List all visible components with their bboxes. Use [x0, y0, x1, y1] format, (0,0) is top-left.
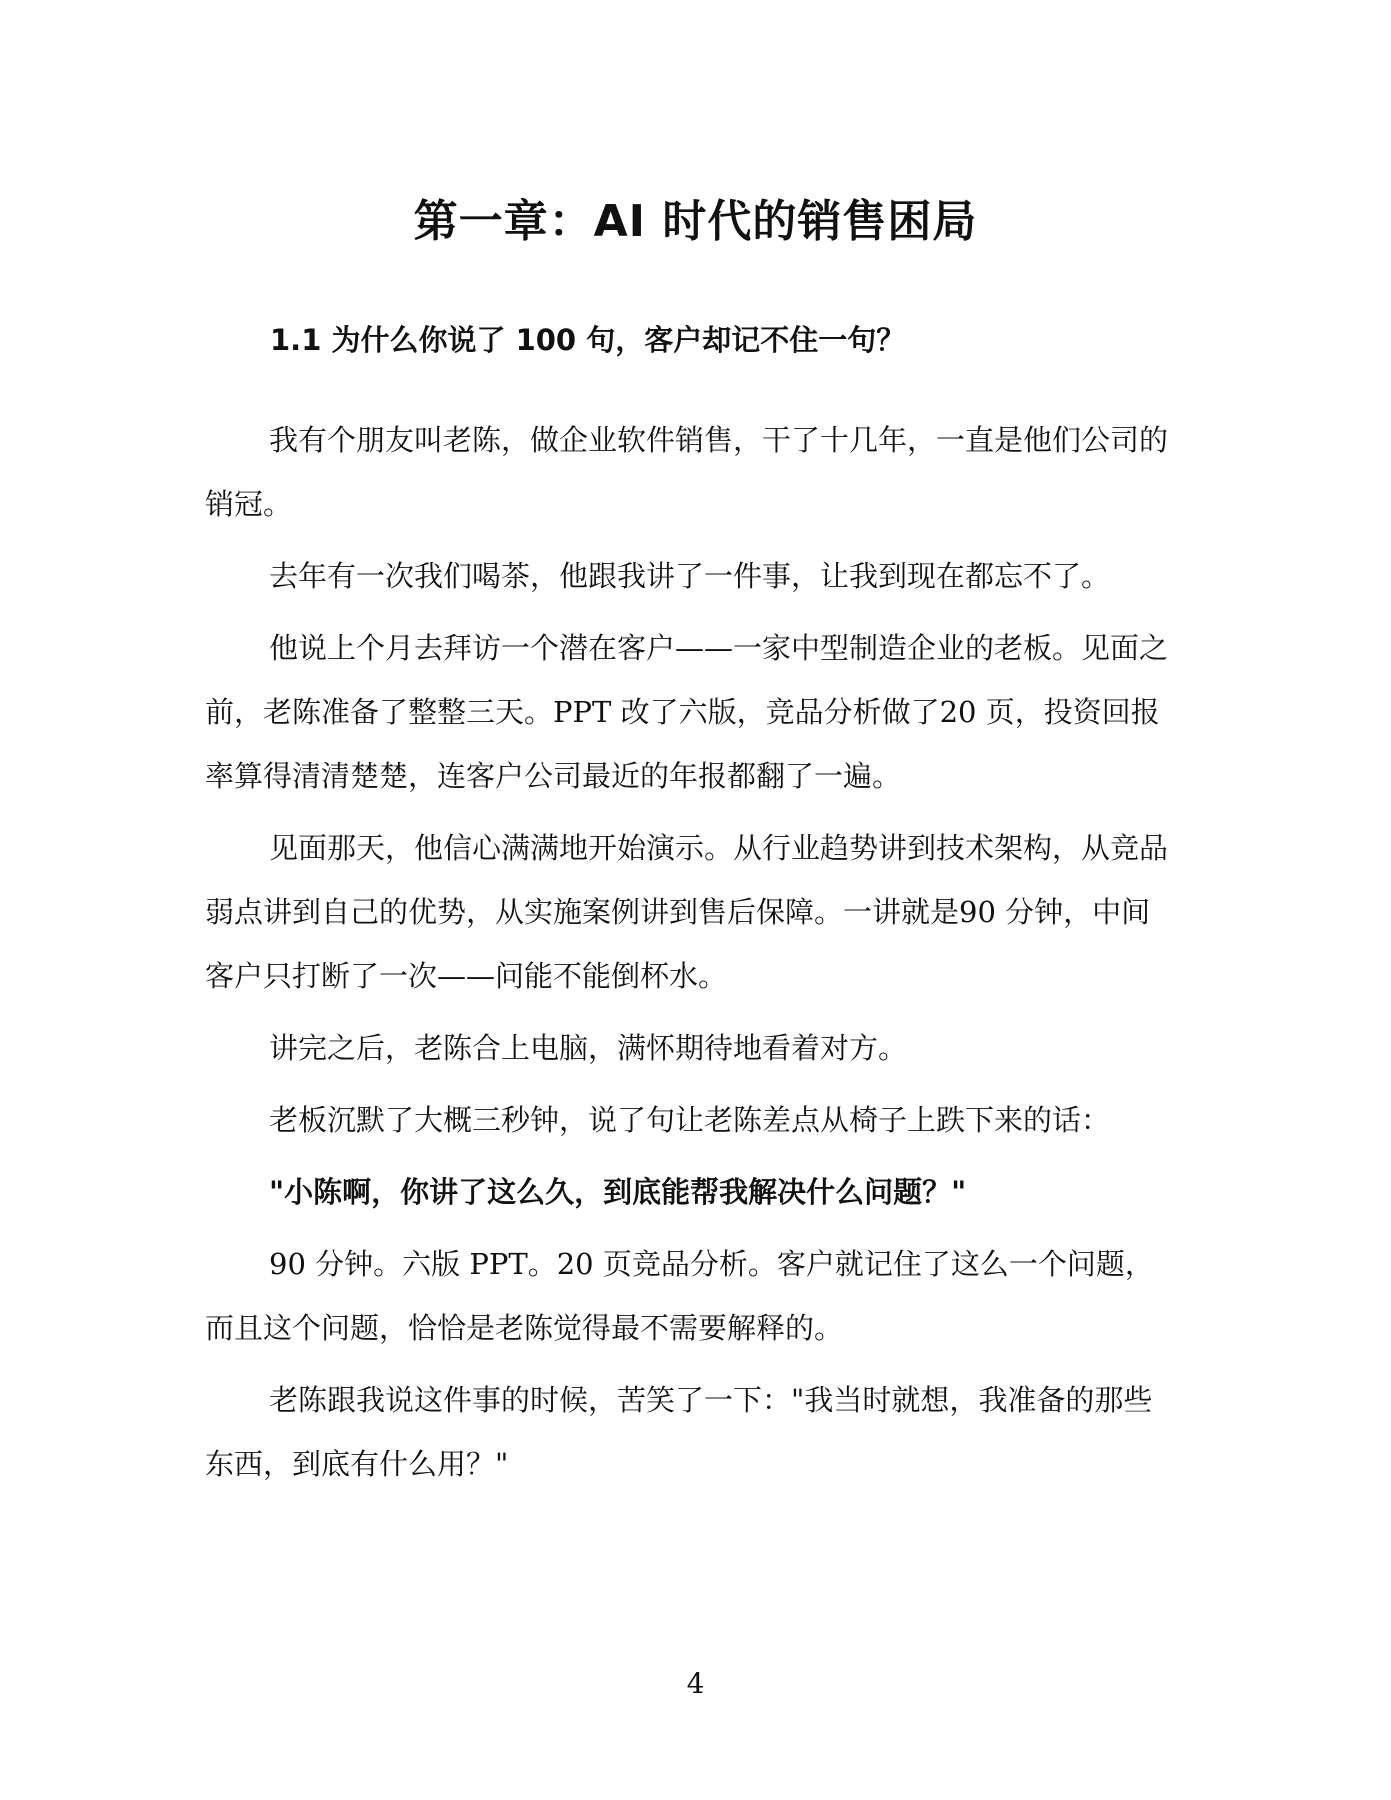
- paragraph: 见面那天，他信心满满地开始演示。从行业趋势讲到技术架构，从竞品弱点讲到自己的优势，从实施案例讲到售后保障。一讲就是90 分钟，中间客户只打断了一次——问能不能倒杯水。: [205, 831, 1169, 993]
- paragraph: 90 分钟。六版 PPT。20 页竞品分析。客户就记住了这么一个问题，而且这个问题，恰恰是老陈觉得最不需要解释的。: [205, 1247, 1154, 1345]
- paragraph: 老板沉默了大概三秒钟，说了句让老陈差点从椅子上跌下来的话：: [269, 1103, 1111, 1137]
- body-text: [205, 408, 1175, 1496]
- paragraph: 我有个朋友叫老陈，做企业软件销售，干了十几年，一直是他们公司的销冠。: [205, 423, 1169, 521]
- paragraph: 老陈跟我说这件事的时候，苦笑了一下："我当时就想，我准备的那些东西，到底有什么用？": [205, 1383, 1153, 1481]
- section-title: 1.1 为什么你说了 100 句，客户却记不住一句？: [270, 323, 906, 357]
- page-number: 4: [686, 1667, 705, 1700]
- quote-paragraph: "小陈啊，你讲了这么久，到底能帮我解决什么问题？": [269, 1175, 967, 1209]
- paragraph: 去年有一次我们喝茶，他跟我讲了一件事，让我到现在都忘不了。: [269, 559, 1111, 593]
- paragraph: 他说上个月去拜访一个潜在客户——一家中型制造企业的老板。见面之前，老陈准备了整整三天。PPT 改了六版，竞品分析做了20 页，投资回报率算得清清楚楚，连客户公司最近的年报都翻了一遍。: [205, 631, 1169, 793]
- paragraph: 讲完之后，老陈合上电脑，满怀期待地看着对方。: [269, 1031, 908, 1065]
- chapter-title: 第一章：AI 时代的销售困局: [413, 196, 978, 247]
